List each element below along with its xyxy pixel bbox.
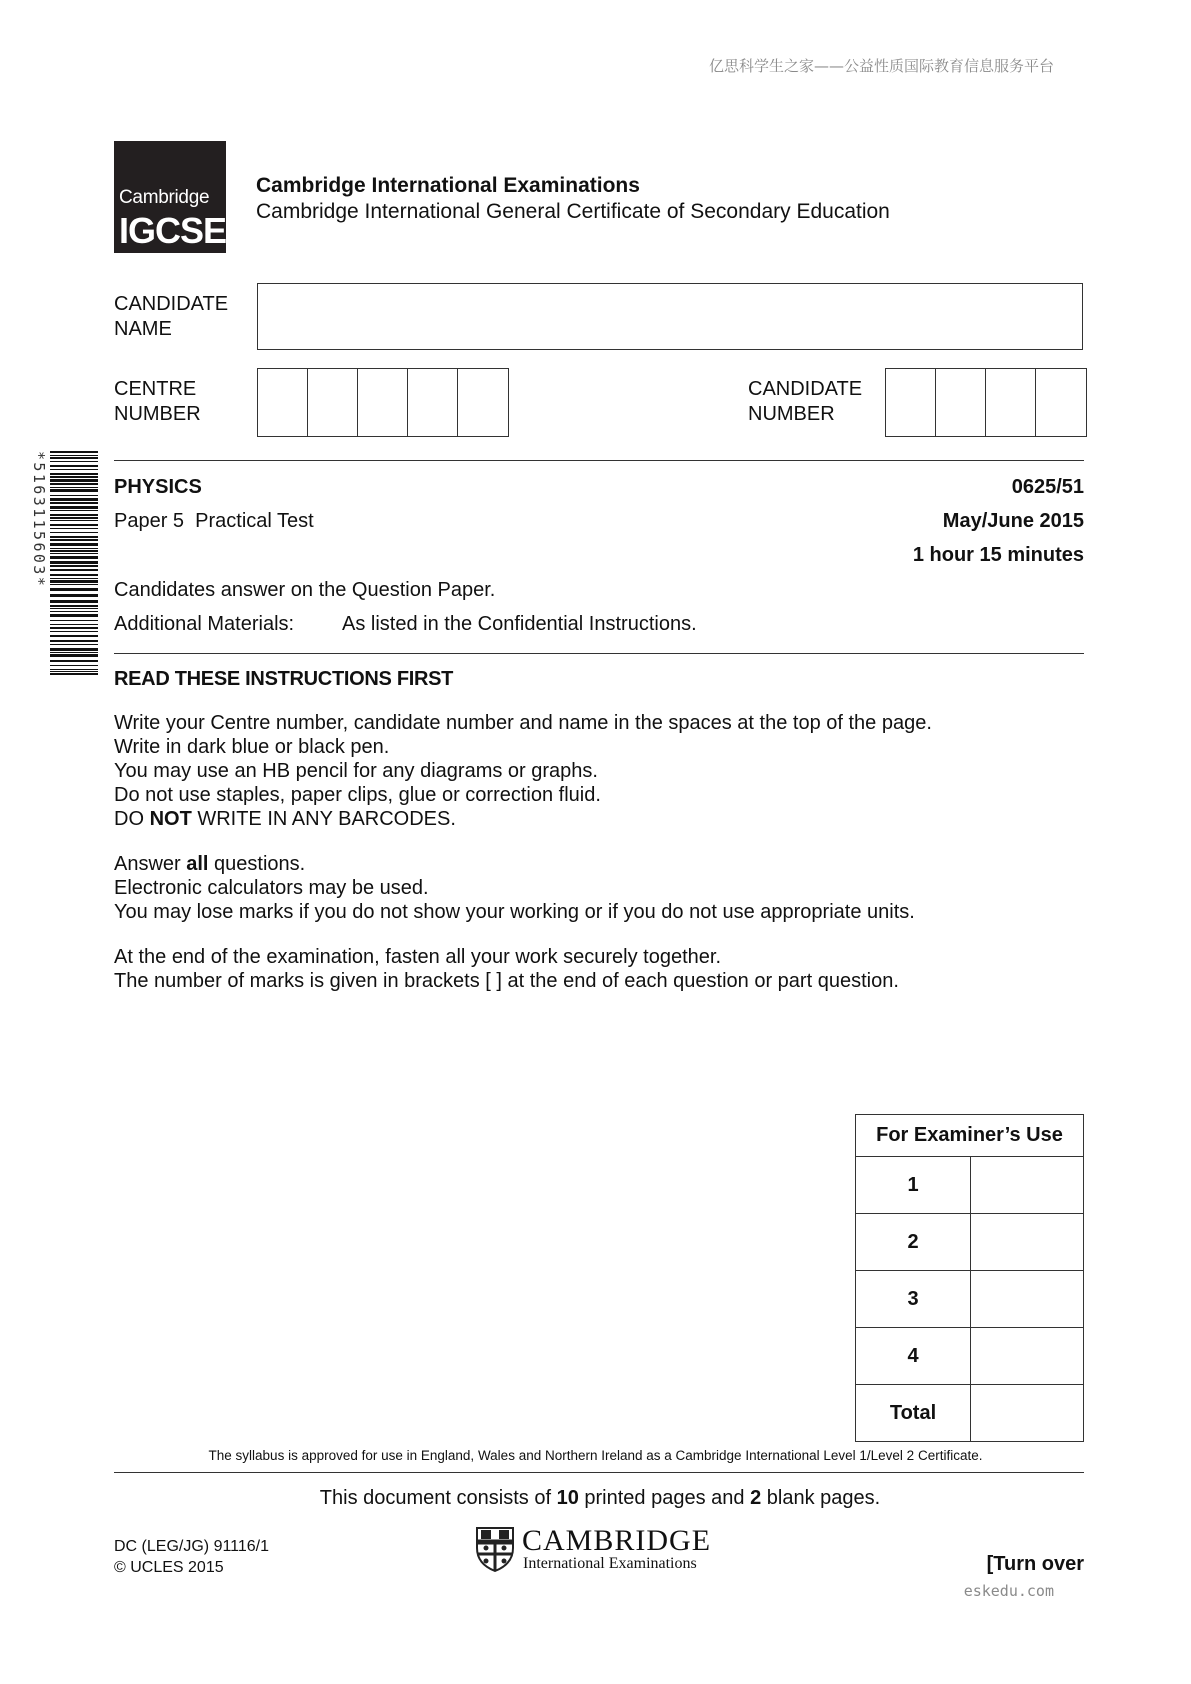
materials-label: Additional Materials: xyxy=(114,613,295,635)
turn-over: [Turn over xyxy=(986,1553,1084,1575)
divider-middle xyxy=(114,653,1084,654)
page-count-text: printed pages and xyxy=(578,1487,751,1509)
instruction-line: The number of marks is given in brackets [ ] at the end of each question or part question. xyxy=(114,970,899,992)
instruction-emphasis: NOT xyxy=(149,808,192,830)
instruction-line: Write your Centre number, candidate number and name in the spaces at the top of the page. xyxy=(114,712,932,734)
instruction-line: You may lose marks if you do not show your working or if you do not use appropriate units. xyxy=(114,901,915,923)
logo-line2: IGCSE xyxy=(119,210,227,251)
centre-digit-box[interactable] xyxy=(258,369,308,436)
board-title: Cambridge International Examinations xyxy=(256,174,640,197)
divider-bottom xyxy=(114,1472,1084,1473)
examiner-use-table xyxy=(855,1114,1084,1442)
instruction-text: DO xyxy=(114,808,150,830)
instruction-line: At the end of the examination, fasten all your work securely together. xyxy=(114,946,722,968)
instruction-text: WRITE IN ANY BARCODES. xyxy=(191,808,456,830)
paper-code: 0625/51 xyxy=(1011,476,1084,498)
examiner-row-label: 4 xyxy=(856,1328,971,1385)
candidate-digit-box[interactable] xyxy=(1036,369,1086,436)
instruction-text: Answer xyxy=(114,853,187,875)
logo-line1: Cambridge xyxy=(119,187,210,208)
centre-digit-box[interactable] xyxy=(358,369,408,436)
centre-number-label-line2: NUMBER xyxy=(114,403,201,425)
centre-number-label xyxy=(114,377,201,427)
instructions-block-1 xyxy=(114,711,932,831)
barcode-text: *5163115603* xyxy=(30,451,48,589)
candidate-digit-box[interactable] xyxy=(936,369,986,436)
candidate-number-field[interactable] xyxy=(885,368,1087,437)
syllabus-note: The syllabus is approved for use in England, Wales and Northern Ireland as a Cambridge International Level 1/Level 2 Certificate. xyxy=(208,1448,983,1463)
instructions-heading: READ THESE INSTRUCTIONS FIRST xyxy=(114,668,454,690)
examiner-mark-cell[interactable] xyxy=(971,1214,1084,1271)
examiner-mark-cell[interactable] xyxy=(971,1328,1084,1385)
instruction-line xyxy=(114,807,932,831)
instruction-line: You may use an HB pencil for any diagrams or graphs. xyxy=(114,760,598,782)
examiner-row-label: 2 xyxy=(856,1214,971,1271)
candidate-name-label-line1: CANDIDATE xyxy=(114,293,229,315)
blank-pages-count: 2 xyxy=(750,1487,762,1509)
session: May/June 2015 xyxy=(942,510,1084,532)
instruction-emphasis: all xyxy=(186,853,209,875)
divider-top xyxy=(114,460,1084,461)
dc-code: DC (LEG/JG) 91116/1 xyxy=(114,1538,270,1555)
printed-pages-count: 10 xyxy=(556,1487,579,1509)
examiner-mark-cell[interactable] xyxy=(971,1385,1084,1442)
answer-on-note: Candidates answer on the Question Paper. xyxy=(114,579,496,601)
paper-name: Paper 5 Practical Test xyxy=(114,510,314,532)
candidate-number-label-line2: NUMBER xyxy=(748,403,835,425)
examiner-mark-cell[interactable] xyxy=(971,1157,1084,1214)
candidate-digit-box[interactable] xyxy=(886,369,936,436)
instruction-line: Write in dark blue or black pen. xyxy=(114,736,390,758)
examiner-row-label: 3 xyxy=(856,1271,971,1328)
duration: 1 hour 15 minutes xyxy=(912,544,1084,566)
cambridge-wordmark: CAMBRIDGE xyxy=(522,1524,712,1557)
examiner-mark-cell[interactable] xyxy=(971,1271,1084,1328)
watermark-bottom: eskedu.com xyxy=(963,1582,1054,1600)
examiner-row-label: 1 xyxy=(856,1157,971,1214)
examiner-table-heading: For Examiner’s Use xyxy=(856,1115,1084,1157)
instruction-line: Do not use staples, paper clips, glue or correction fluid. xyxy=(114,784,601,806)
instructions-block-2 xyxy=(114,852,915,924)
copyright: © UCLES 2015 xyxy=(114,1559,224,1576)
examiner-row-label: Total xyxy=(856,1385,971,1442)
cambridge-igcse-logo xyxy=(114,141,226,253)
subject: PHYSICS xyxy=(114,476,202,498)
centre-number-field[interactable] xyxy=(257,368,509,437)
instruction-line xyxy=(114,852,915,876)
candidate-number-label xyxy=(748,377,862,427)
centre-digit-box[interactable] xyxy=(308,369,358,436)
page-count-note xyxy=(0,1487,1191,1510)
candidate-name-label xyxy=(114,292,228,342)
materials-value: As listed in the Confidential Instructions. xyxy=(342,613,697,635)
centre-digit-box[interactable] xyxy=(458,369,508,436)
page-count-text: blank pages. xyxy=(761,1487,881,1509)
watermark-top: 亿思科学生之家——公益性质国际教育信息服务平台 xyxy=(708,57,1054,75)
cambridge-subtitle: International Examinations xyxy=(523,1555,697,1572)
centre-number-label-line1: CENTRE xyxy=(114,378,197,400)
instructions-block-3 xyxy=(114,945,899,993)
instruction-line: Electronic calculators may be used. xyxy=(114,877,429,899)
candidate-digit-box[interactable] xyxy=(986,369,1036,436)
candidate-number-label-line1: CANDIDATE xyxy=(748,378,863,400)
candidate-name-field[interactable] xyxy=(257,283,1083,350)
instruction-text: questions. xyxy=(208,853,306,875)
centre-digit-box[interactable] xyxy=(408,369,458,436)
candidate-name-label-line2: NAME xyxy=(114,318,172,340)
board-subtitle: Cambridge International General Certificate of Secondary Education xyxy=(256,200,890,223)
page-count-text: This document consists of xyxy=(319,1487,557,1509)
